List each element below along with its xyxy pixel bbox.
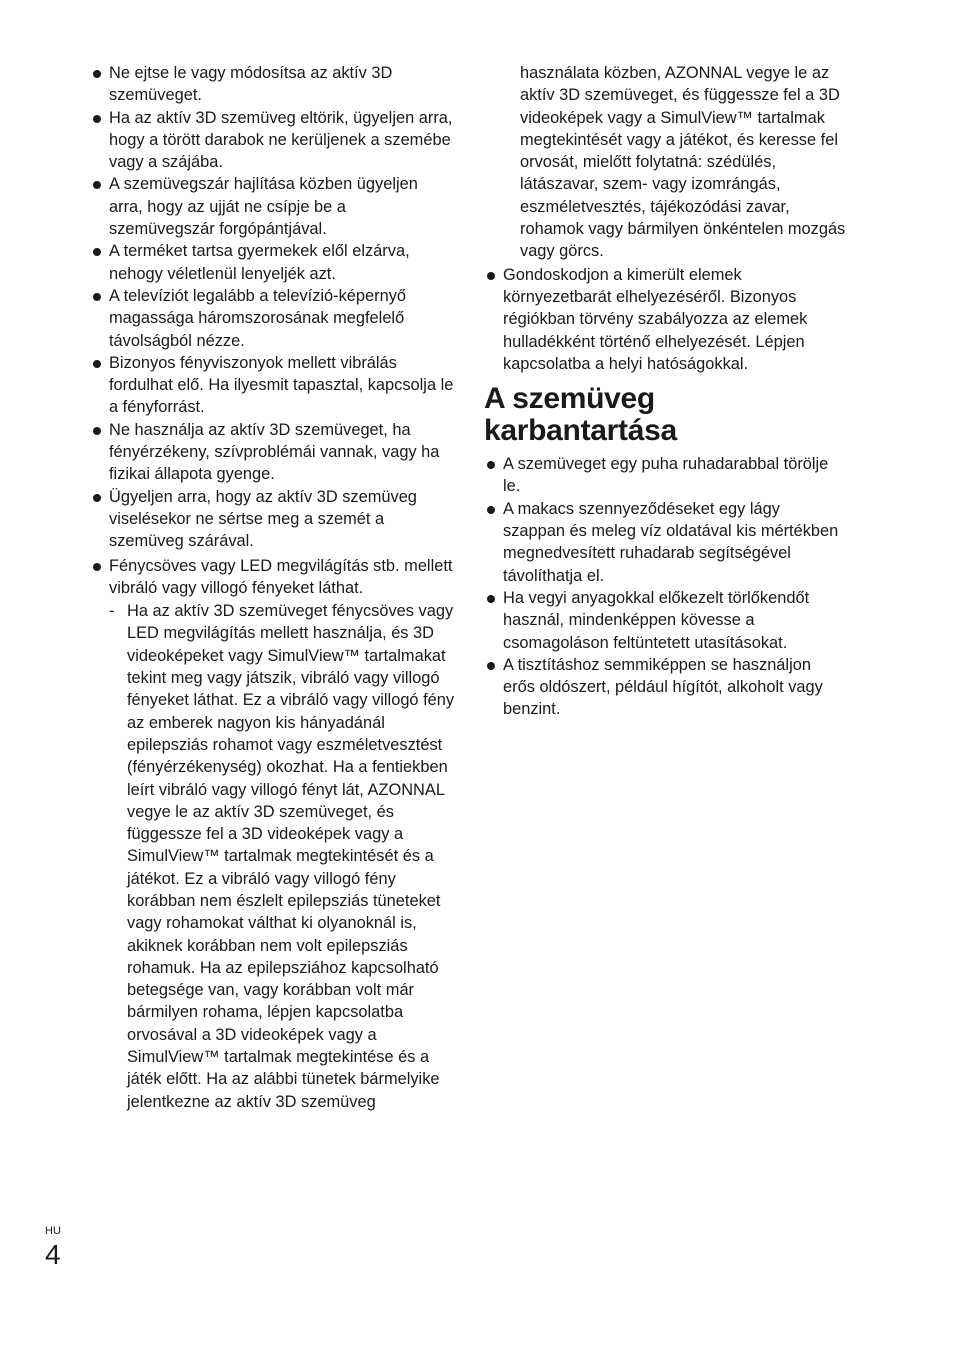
sub-item [109, 600, 455, 1113]
list-item: Ha az aktív 3D szemüveg eltörik, ügyeljen arra, hogy a törött darabok ne kerüljenek a szemébe vagy a szájába. [90, 107, 455, 174]
list-item: Ne használja az aktív 3D szemüveget, ha fényérzékeny, szívproblémái vannak, vagy ha fizikai állapota gyenge. [90, 419, 455, 486]
list-item: Ha vegyi anyagokkal előkezelt törlőkendőt használ, mindenképpen kövesse a csomagoláson feltüntetett utasításokat. [484, 587, 846, 654]
list-item: A szemüveget egy puha ruhadarabbal törölje le. [484, 453, 846, 498]
list-item: A makacs szennyeződéseket egy lágy szappan és meleg víz oldatával kis mértékben megnedvesített ruhadarab segítségével távolíthatja el. [484, 498, 846, 587]
list-item: A televíziót legalább a televízió-képernyő magassága háromszorosának megfelelő távolságból nézze. [90, 285, 455, 352]
list-item: Ne ejtse le vagy módosítsa az aktív 3D szemüveget. [90, 62, 455, 107]
maintenance-list [484, 453, 846, 721]
page-number: 4 [45, 1239, 61, 1270]
disposal-list [484, 264, 846, 375]
page-footer [45, 1224, 61, 1270]
sub-item-continuation: használata közben, AZONNAL vegye le az aktív 3D szemüveget, és függessze fel a 3D videoképek vagy a SimulView™ tartalmak megtekintését vagy a játékot, és keresse fel orvosát, mielőtt folytatná: szédülés, látászavar, szem- vagy izomrángás, eszméletvesztés, tájékozódási zavar, rohamok vagy bármilyen önkéntelen mozgás vagy görcs. [520, 64, 846, 261]
dash-marker: - [109, 602, 115, 621]
list-item: Ügyeljen arra, hogy az aktív 3D szemüveg viselésekor ne sértse meg a szemét a szemüveg szárával. [90, 486, 455, 553]
list-item: Bizonyos fényviszonyok mellett vibrálás fordulhat elő. Ha ilyesmit tapasztal, kapcsolja le a fényforrást. [90, 352, 455, 419]
list-item-text: Fénycsöves vagy LED megvilágítás stb. mellett vibráló vagy villogó fényeket láthat. [109, 556, 453, 597]
language-code: HU [45, 1225, 61, 1237]
sub-item-text: Ha az aktív 3D szemüveget fénycsöves vagy LED megvilágítás mellett használja, és 3D videoképeket vagy SimulView™ tartalmakat tekint meg vagy játszik, vibráló vagy villogó fényeket láthat. Ez a vibráló vagy villogó fény az emberek nagyon kis hányadánál epilepsziás rohamot vagy eszméletvesztést (fényérzékenység) okozhat. Ha a fentiekben leírt vibráló vagy villogó fényt lát, AZONNAL vegye le az aktív 3D szemüveget, és függessze fel a 3D videoképek vagy a SimulView™ tartalmak megtekintését és a játékot. Ez a vibráló vagy villogó fény korábban nem észlelt epilepsziás tüneteket vagy rohamokat válthat ki olyanoknál is, akiknek korábban nem volt epilepsziás rohamuk. Ha az epilepsziához kapcsolható betegsége van, vagy korábban volt már bármilyen rohama, lépjen kapcsolatba orvosával a 3D videoképek vagy a SimulView™ tartalmak megtekintése és a játék előtt. Ha az alábbi tünetek bármelyike jelentkezne az aktív 3D szemüveg [127, 602, 455, 1111]
list-item: A tisztításhoz semmiképpen se használjon erős oldószert, például hígítót, alkoholt vagy benzint. [484, 654, 846, 721]
list-item: A terméket tartsa gyermekek elől elzárva, nehogy véletlenül lenyeljék azt. [90, 240, 455, 285]
list-item: Gondoskodjon a kimerült elemek környezetbarát elhelyezéséről. Bizonyos régiókban törvény szabályozza az elemek hulladékként történő elhelyezését. Lépjen kapcsolatba a helyi hatóságokkal. [484, 264, 846, 375]
list-item: A szemüvegszár hajlítása közben ügyeljen arra, hogy az ujját ne csípje be a szemüvegszár forgópántjával. [90, 173, 455, 240]
section-title: A szemüveg karbantartása [484, 382, 677, 448]
right-column [484, 62, 846, 721]
left-column [90, 62, 455, 1113]
safety-list [90, 62, 455, 1113]
list-item-flicker [90, 555, 455, 1113]
